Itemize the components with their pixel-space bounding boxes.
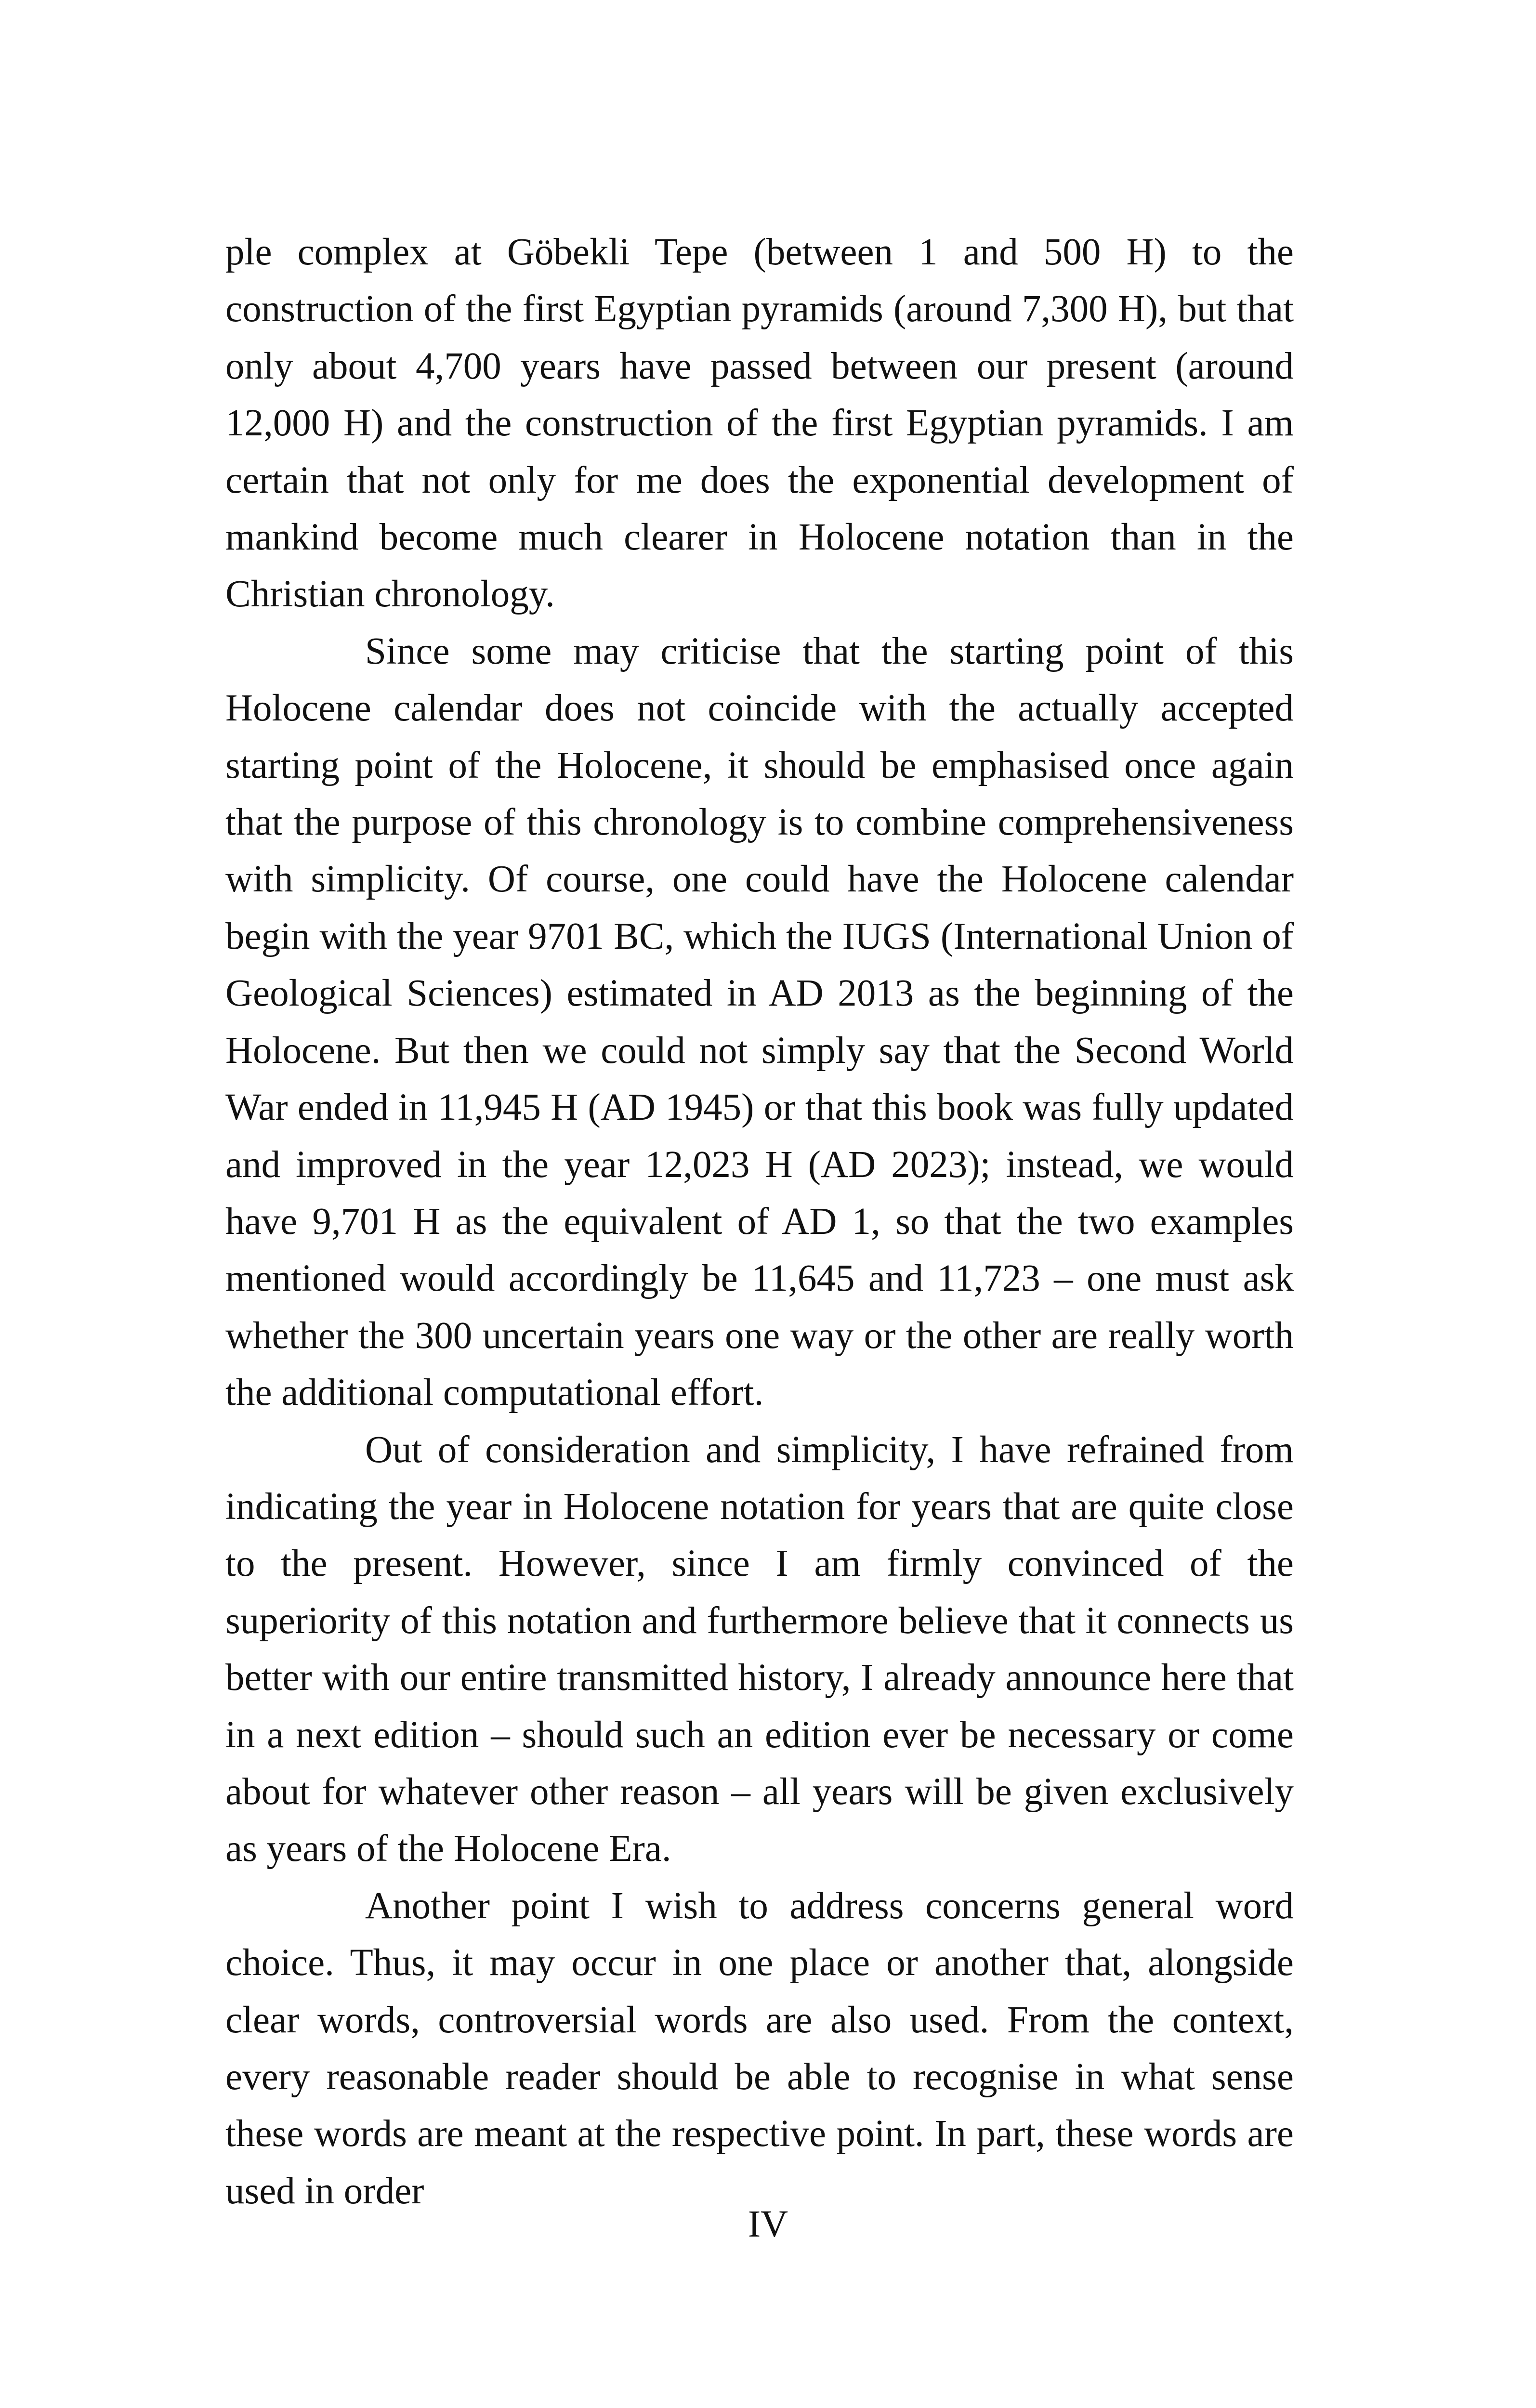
paragraph-holocene-starting-point: Since some may criticise that the starting point of this Holocene calendar does not coincide with the actually accepted starting point of the Holocene, it should be emphasised once again that the purpose of this chronology is to combine comprehensiveness with simplicity. Of course, one could have the Holocene calendar begin with the year 9701 BC, which the IUGS (International Union of Geological Sciences) estimated in AD 2013 as the beginning of the Holocene. But then we could not simply say that the Second World War ended in 11,945 H (AD 1945) or that this book was fully updated and improved in the year 12,023 H (AD 2023); instead, we would have 9,701 H as the equivalent of AD 1, so that the two examples mentioned would accordingly be 11,645 and 11,723 – one must ask whether the 300 uncertain years one way or the other are really worth the additional computational effort. (225, 630, 1294, 1414)
body-text (225, 224, 1294, 2220)
page-number: IV (748, 2203, 788, 2245)
paragraph-word-choice: Another point I wish to address concerns general word choice. Thus, it may occur in one place or another that, alongside clear words, controversial words are also used. From the context, every reasonable reader should be able to recognise in what sense these words are meant at the respective point. In part, these words are used in order (225, 1885, 1294, 2212)
paragraph-consideration-simplicity: Out of consideration and simplicity, I have refrained from indicating the year in Holocene notation for years that are quite close to the present. However, since I am firmly convinced of the superiority of this notation and furthermore believe that it connects us better with our entire transmitted history, I already announce here that in a next edition – should such an edition ever be necessary or come about for whatever other reason – all years will be given exclusively as years of the Holocene Era. (225, 1428, 1294, 1870)
paragraph-continuation: ple complex at Göbekli Tepe (between 1 and 500 H) to the construction of the first Egyptian pyramids (around 7,300 H), but that only about 4,700 years have passed between our present (around 12,000 H) and the construction of the first Egyptian pyramids. I am certain that not only for me does the exponential development of mankind become much clearer in Holocene notation than in the Christian chronology. (225, 231, 1294, 615)
